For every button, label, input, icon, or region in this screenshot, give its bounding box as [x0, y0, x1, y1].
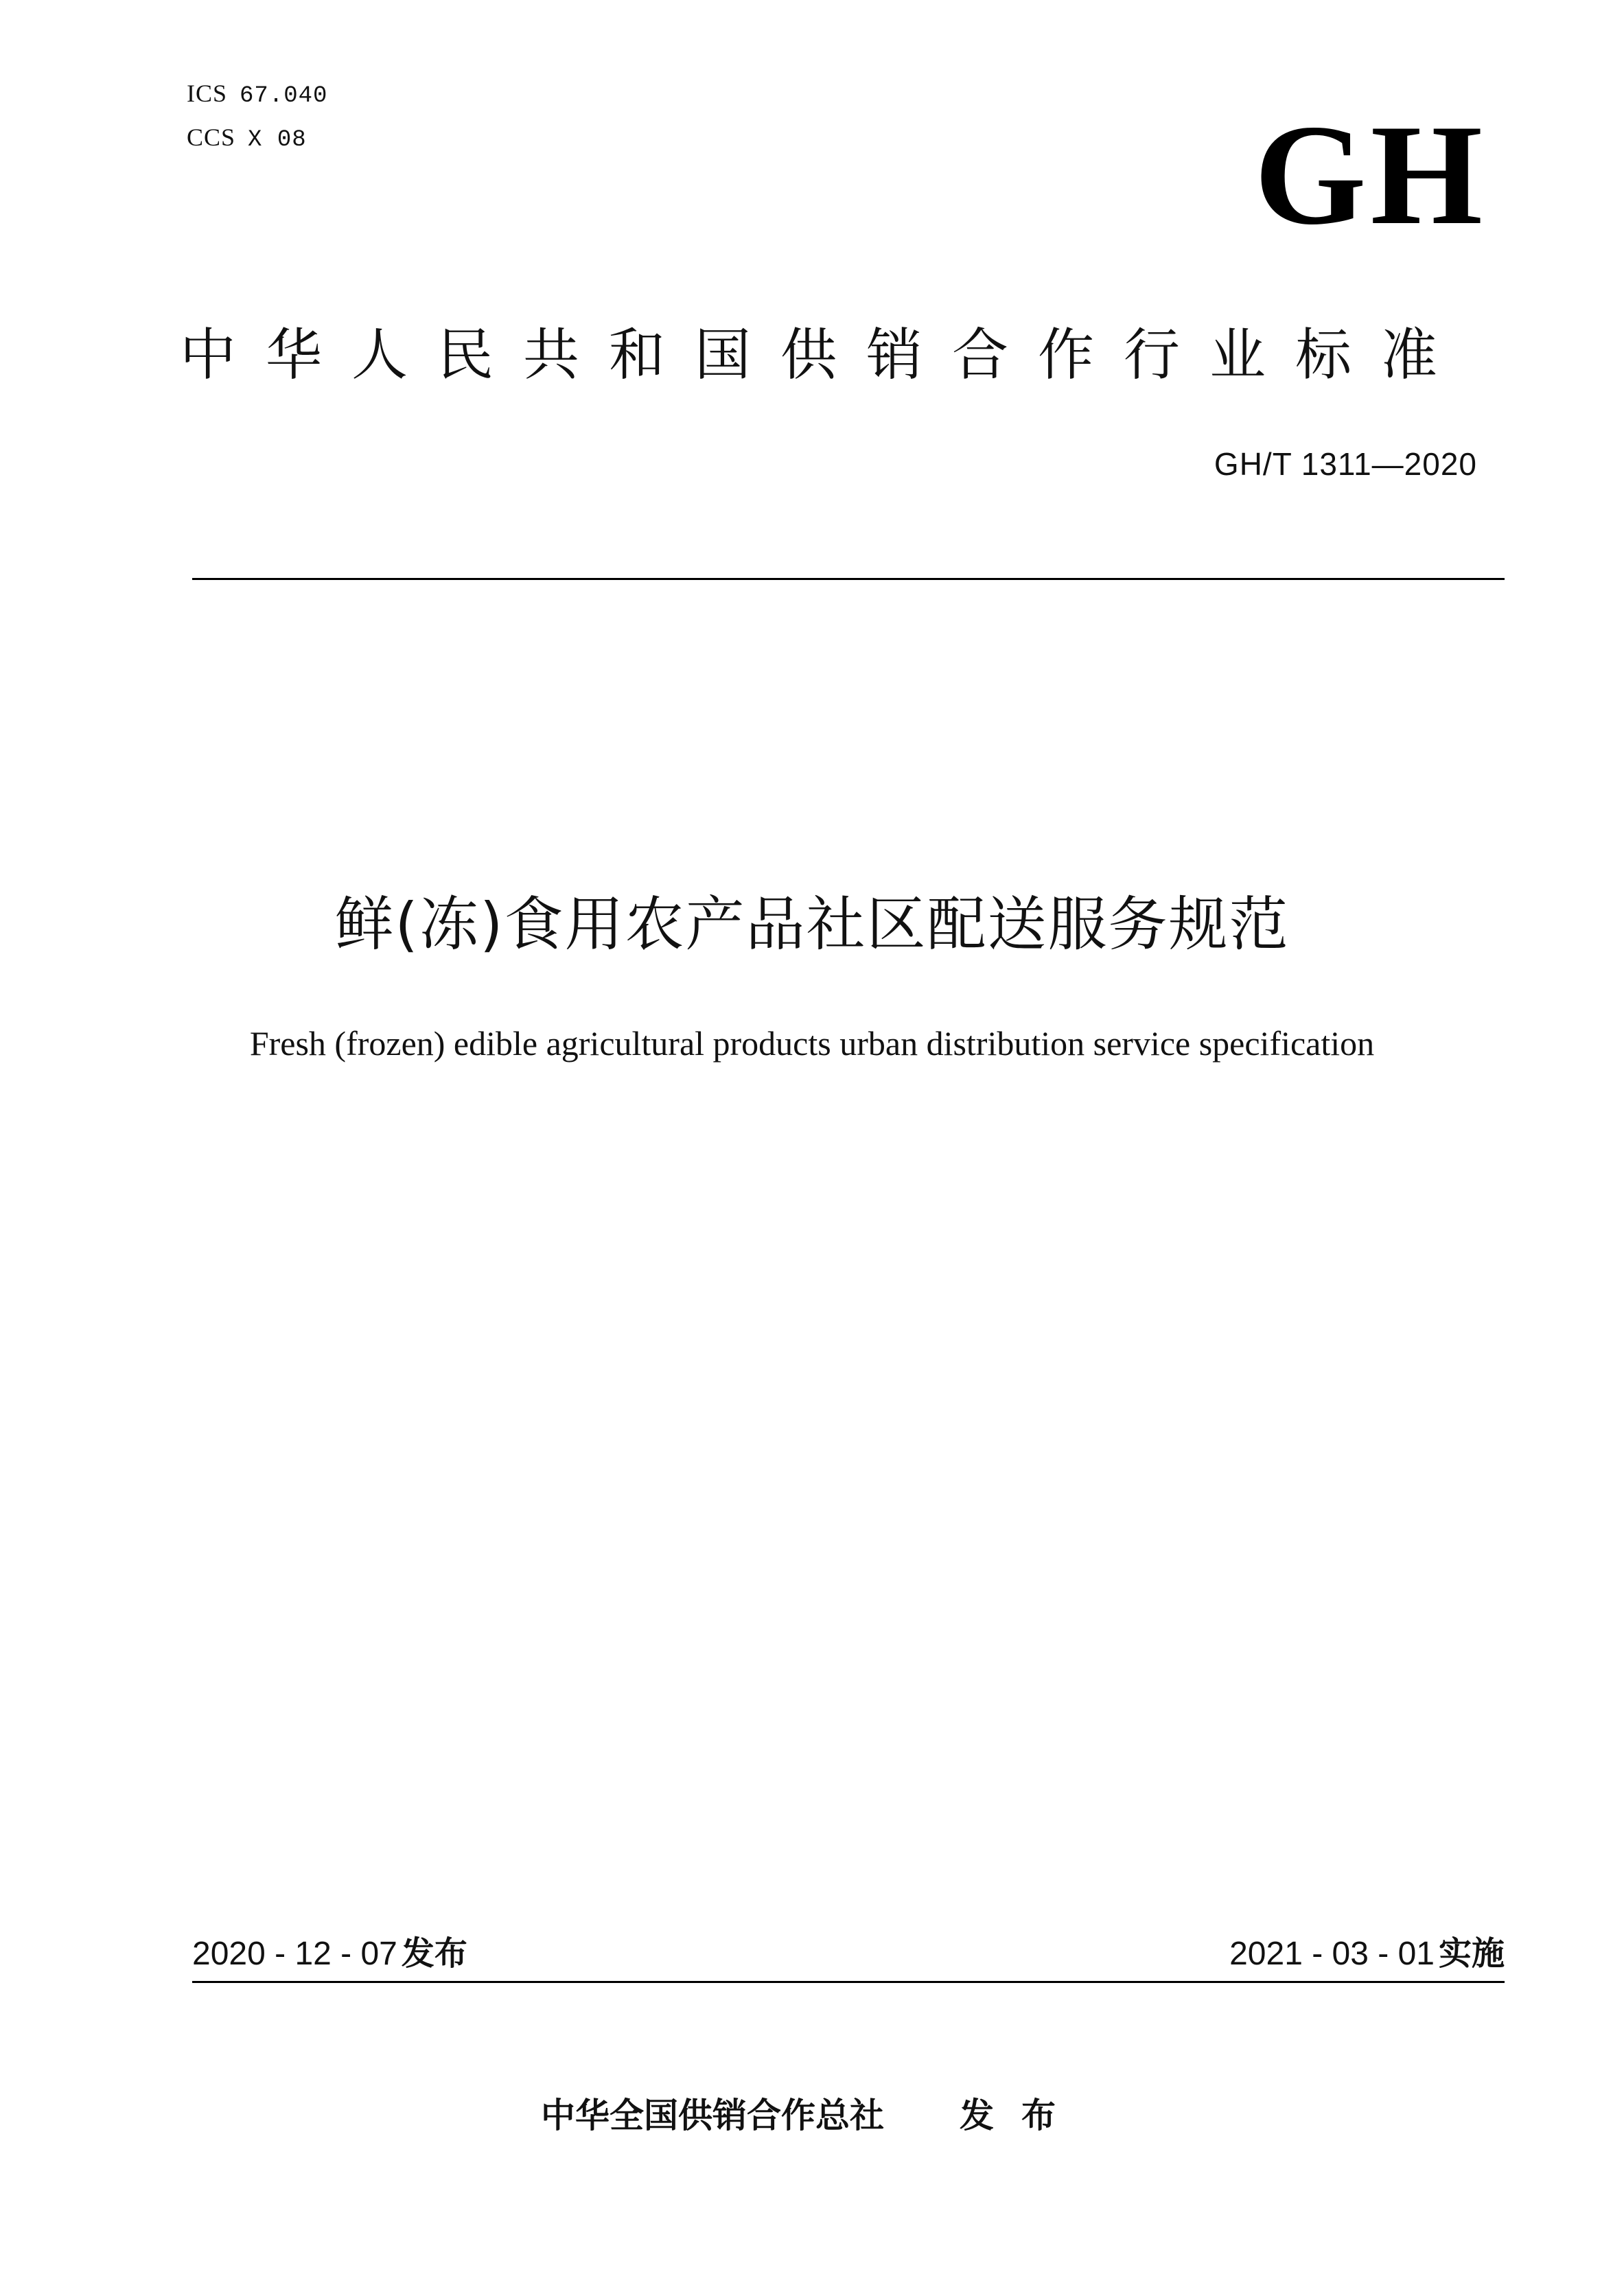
issue-date-block: [192, 1933, 467, 1975]
publisher-line: [0, 2094, 1624, 2137]
title-chinese: 鲜(冻)食用农产品社区配送服务规范: [334, 890, 1290, 959]
ics-code: 67.040: [240, 83, 328, 109]
ccs-code: X 08: [248, 127, 307, 153]
standard-type-heading: 中华人民共和国供销合作行业标准: [180, 323, 1468, 388]
gh-logo: GH: [1254, 95, 1487, 255]
ccs-classification: [187, 124, 307, 154]
implement-date: 2021 - 03 - 01: [1229, 1936, 1435, 1972]
bottom-divider: [192, 1981, 1505, 1983]
ics-classification: [187, 80, 327, 110]
standard-number: GH/T 1311—2020: [1214, 446, 1477, 482]
issue-date: 2020 - 12 - 07: [192, 1936, 397, 1972]
implement-label: 实施: [1438, 1934, 1505, 1973]
issue-label: 发布: [401, 1934, 467, 1973]
title-english: Fresh (frozen) edible agricultural products urban distribution service specification: [249, 1024, 1375, 1063]
ics-label: ICS: [187, 80, 228, 107]
top-divider: [192, 578, 1505, 580]
ccs-label: CCS: [187, 124, 236, 151]
implement-date-block: [1229, 1933, 1505, 1975]
publisher-action: 发布: [960, 2096, 1083, 2135]
publisher-name: 中华全国供销合作总社: [541, 2096, 884, 2135]
